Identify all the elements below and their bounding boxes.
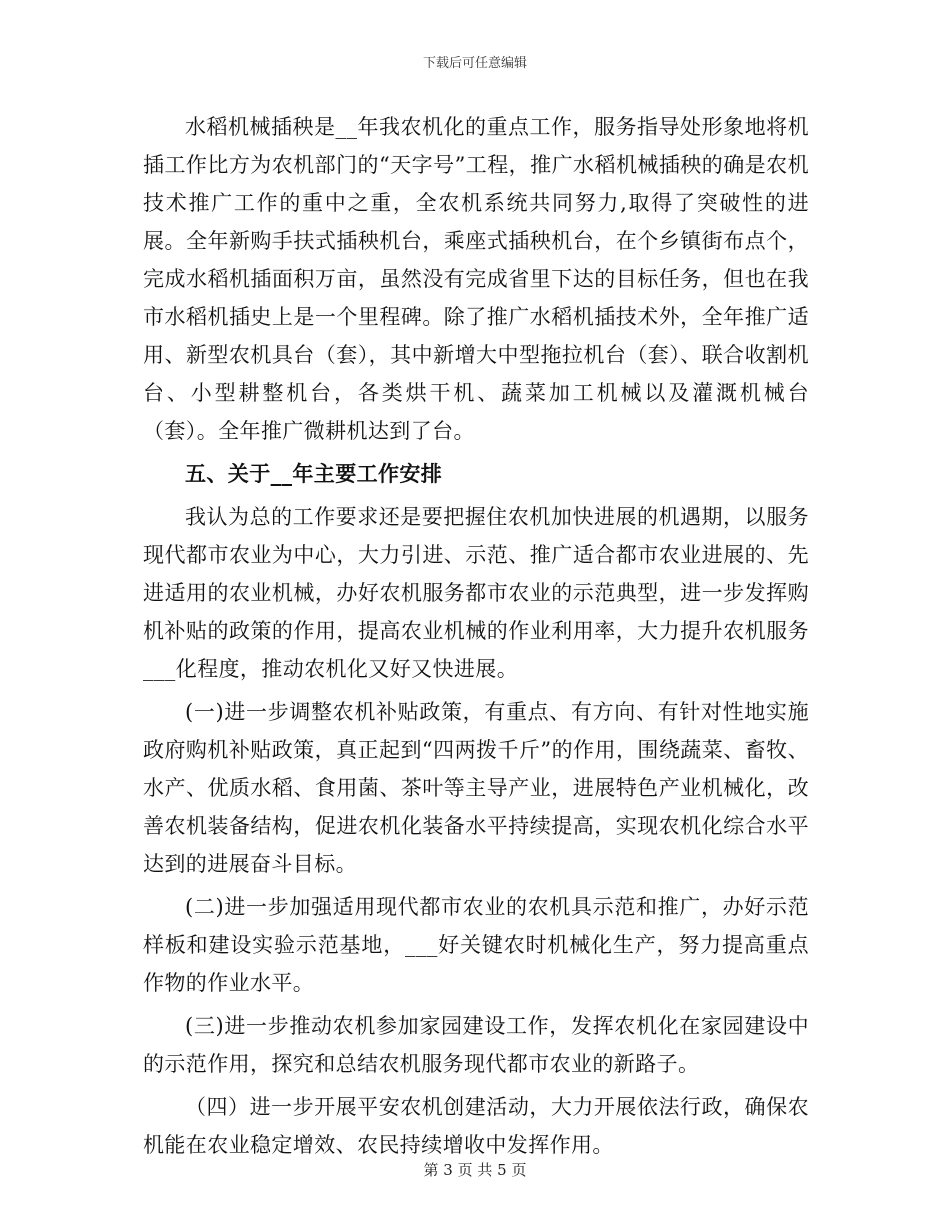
paragraph-item-2: (二)进一步加强适用现代都市农业的农机具示范和推广，办好示范样板和建设实验示范基地，___好关键农时机械化生产，努力提高重点作物的作业水平。 [143, 895, 809, 995]
paragraph-rice-transplanting: 水稻机械插秧是__年我农机化的重点工作，服务指导处形象地将机插工作比方为农机部门的“天字号”工程，推广水稻机械插秧的确是农机技术推广工作的重中之重，全农机系统共同努力,取得了突破性的进展。全年新购手扶式插秧机台，乘座式插秧机台，在个乡镇街布点个，完成水稻机插面积万亩，虽然没有完成省里下达的目标任务，但也在我市水稻机插史上是一个里程碑。除了推广水稻机插技术外，全年推广适用、新型农机具台（套），其中新增大中型拖拉机台（套）、联合收割机台、小型耕整机台，各类烘干机、蔬菜加工机械以及灌溉机械台（套）。全年推广微耕机达到了台。 [143, 115, 809, 443]
document-body [143, 108, 809, 1169]
page-header: 下载后可任意编辑 [422, 56, 527, 71]
paragraph-overall-requirements: 我认为总的工作要求还是要把握住农机加快进展的机遇期，以服务现代都市农业为中心，大力引进、示范、推广适合都市农业进展的、先进适用的农业机械，办好农机服务都市农业的示范典型，进一步发挥购机补贴的政策的作用，提高农业机械的作业利用率，大力提升农机服务___化程度，推动农机化又好又快进展。 [143, 505, 809, 681]
section-heading: 五、关于__年主要工作安排 [185, 461, 443, 486]
page-footer: 第 3 页 共 5 页 [423, 1161, 527, 1179]
paragraph-item-4: （四）进一步开展平安农机创建活动，大力开展依法行政，确保农机能在农业稳定增效、农民持续增收中发挥作用。 [143, 1095, 809, 1157]
paragraph-item-1: (一)进一步调整农机补贴政策，有重点、有方向、有针对性地实施政府购机补贴政策，真正起到“四两拨千斤”的作用，围绕蔬菜、畜牧、水产、优质水稻、食用菌、茶叶等主导产业，进展特色产业机械化，改善农机装备结构，促进农机化装备水平持续提高，实现农机化综合水平达到的进展奋斗目标。 [143, 700, 809, 876]
paragraph-item-3: (三)进一步推动农机参加家园建设工作，发挥农机化在家园建设中的示范作用，探究和总结农机服务现代都市农业的新路子。 [143, 1014, 809, 1076]
